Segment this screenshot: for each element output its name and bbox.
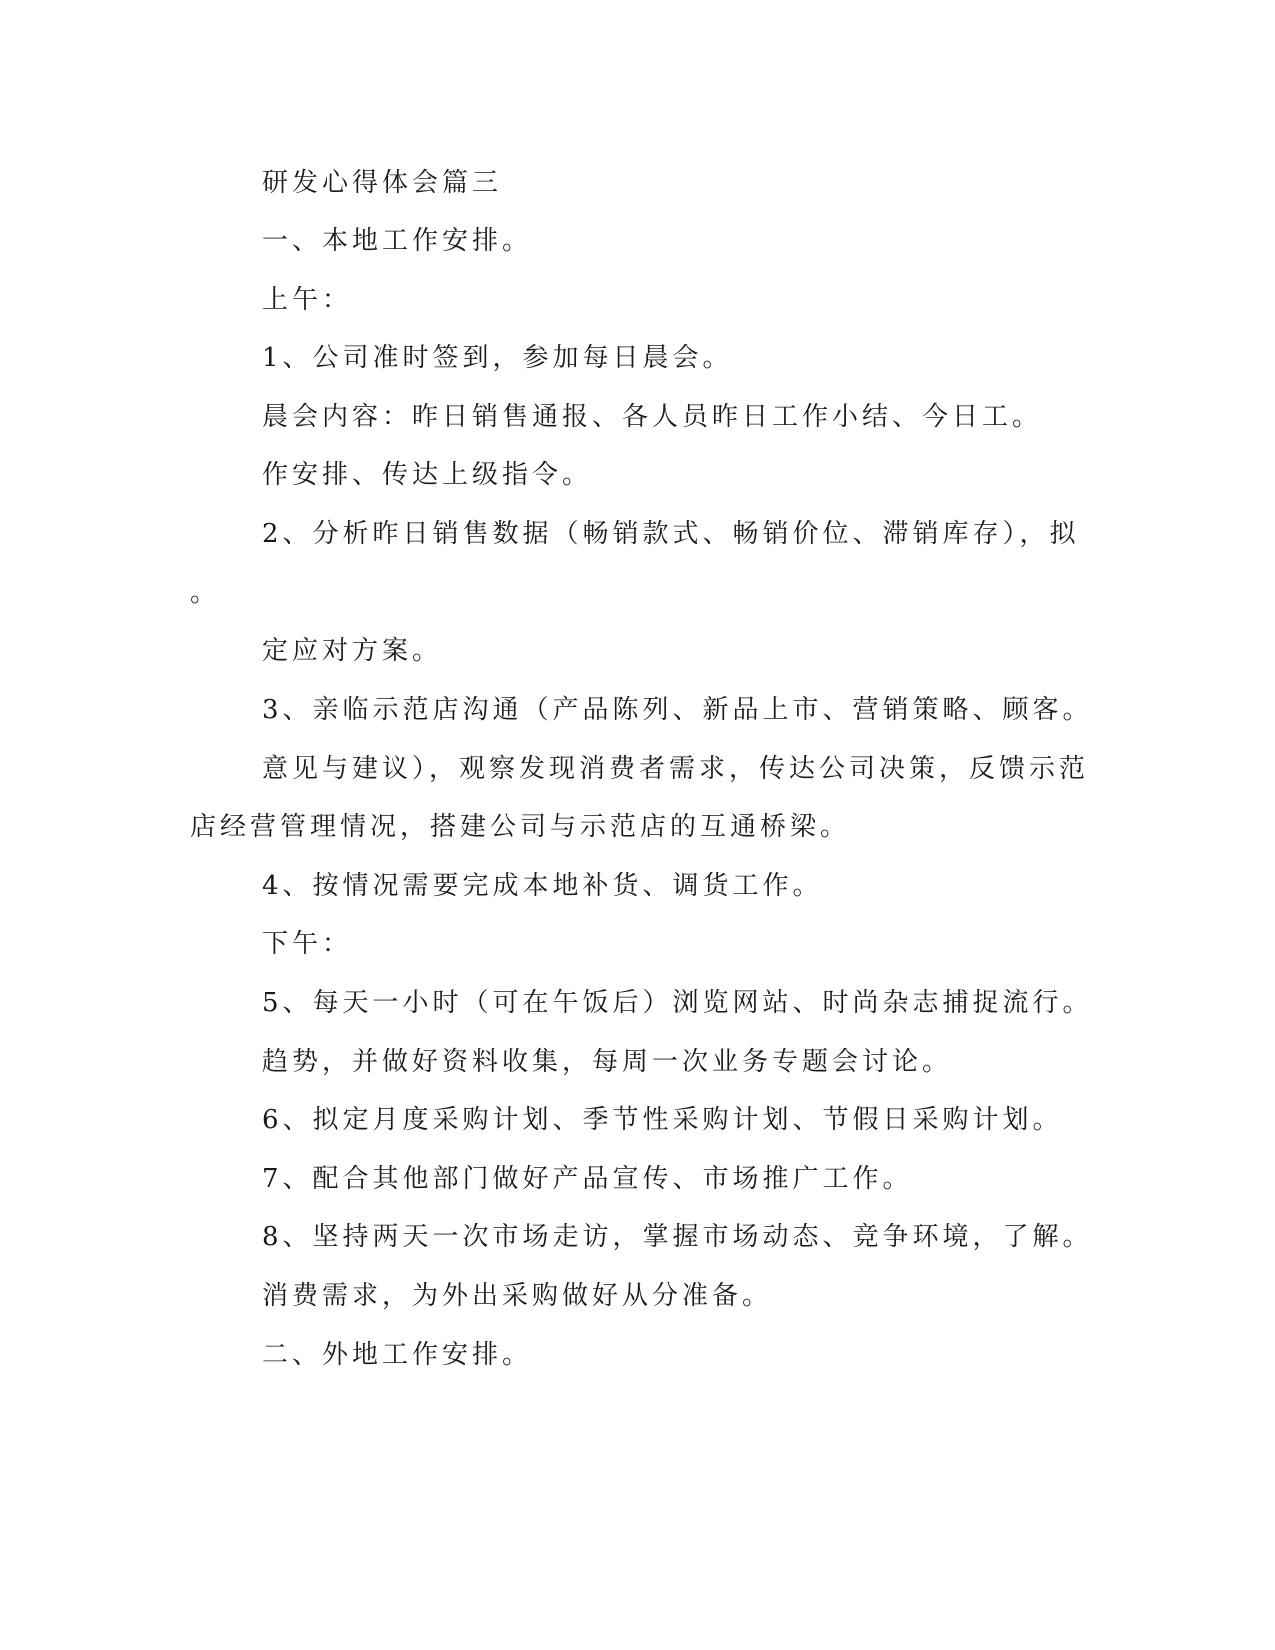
- paragraph-line: 2、分析昨日销售数据（畅销款式、畅销价位、滞销库存），拟: [262, 519, 1080, 549]
- section-heading: 二、外地工作安排。: [262, 1340, 533, 1370]
- section-heading: 一、本地工作安排。: [262, 226, 533, 256]
- paragraph-line: 趋势，并做好资料收集，每周一次业务专题会讨论。: [262, 1047, 953, 1077]
- paragraph-line: 1、公司准时签到，参加每日晨会。: [262, 343, 733, 373]
- paragraph-line: 5、每天一小时（可在午饭后）浏览网站、时尚杂志捕捉流行。: [262, 988, 1093, 1018]
- paragraph-line: 定应对方案。: [262, 636, 443, 666]
- document-title: 研发心得体会篇三: [262, 168, 503, 198]
- paragraph-line: 3、亲临示范店沟通（产品陈列、新品上市、营销策略、顾客。: [262, 695, 1093, 725]
- subheading-morning: 上午：: [262, 285, 353, 315]
- paragraph-line: 6、拟定月度采购计划、季节性采购计划、节假日采购计划。: [262, 1105, 1063, 1135]
- paragraph-line: 4、按情况需要完成本地补货、调货工作。: [262, 871, 823, 901]
- paragraph-line: 7、配合其他部门做好产品宣传、市场推广工作。: [262, 1164, 913, 1194]
- subheading-afternoon: 下午：: [262, 929, 353, 959]
- paragraph-line: 作安排、传达上级指令。: [262, 460, 593, 490]
- paragraph-line: 店经营管理情况，搭建公司与示范店的互通桥梁。: [190, 812, 851, 842]
- paragraph-line: 。: [190, 578, 221, 608]
- paragraph-line: 消费需求，为外出采购做好从分准备。: [262, 1281, 773, 1311]
- paragraph-line: 晨会内容：昨日销售通报、各人员昨日工作小结、今日工。: [262, 402, 1043, 432]
- paragraph-line: 意见与建议），观察发现消费者需求，传达公司决策，反馈示范: [262, 754, 1090, 784]
- paragraph-line: 8、坚持两天一次市场走访，掌握市场动态、竞争环境，了解。: [262, 1222, 1093, 1252]
